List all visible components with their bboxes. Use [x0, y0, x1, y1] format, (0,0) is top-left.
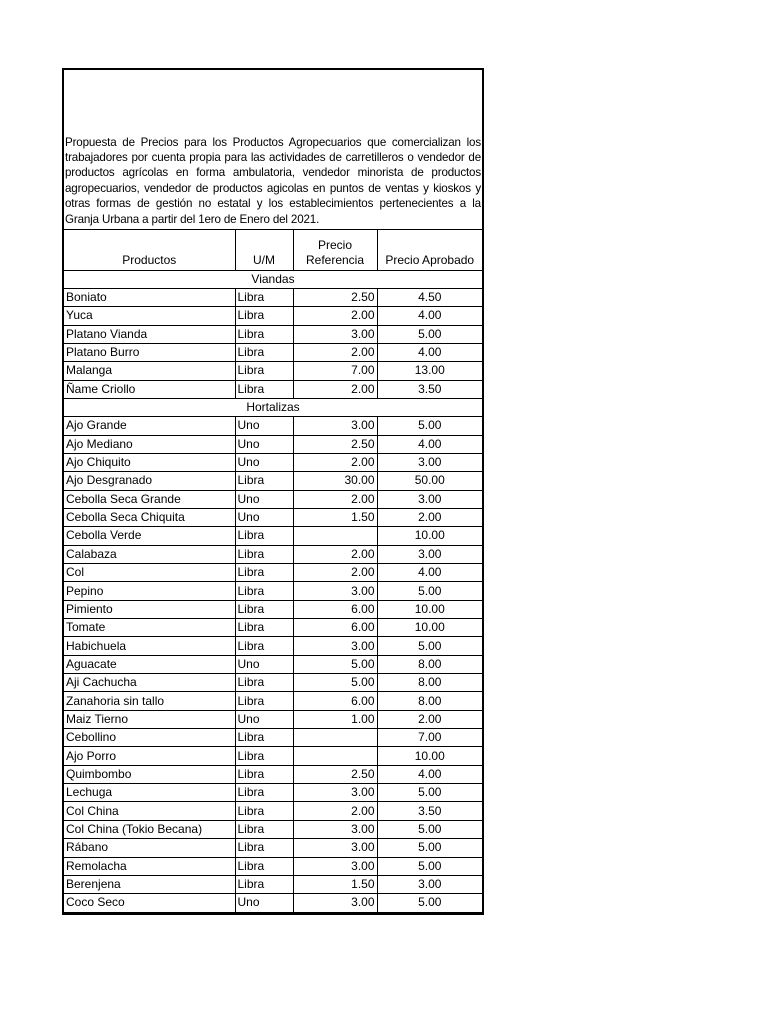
- unit-cell: Libra: [235, 362, 293, 380]
- product-cell: Aji Cachucha: [64, 674, 235, 692]
- table-row: [64, 692, 482, 710]
- product-cell: Maiz Tierno: [64, 710, 235, 728]
- product-cell: Berenjena: [64, 875, 235, 893]
- unit-cell: Libra: [235, 307, 293, 325]
- product-cell: Platano Burro: [64, 343, 235, 361]
- approved-price-cell: 2.00: [377, 710, 482, 728]
- product-cell: Yuca: [64, 307, 235, 325]
- approved-price-cell: 4.00: [377, 435, 482, 453]
- ref-price-cell: 3.00: [293, 820, 377, 838]
- product-cell: Platano Vianda: [64, 325, 235, 343]
- title-cell: [64, 70, 482, 230]
- ref-price-cell: 1.50: [293, 508, 377, 526]
- unit-cell: Libra: [235, 839, 293, 857]
- table-row: [64, 894, 482, 912]
- product-cell: Tomate: [64, 619, 235, 637]
- ref-price-cell: 3.00: [293, 784, 377, 802]
- ref-price-cell: 30.00: [293, 472, 377, 490]
- unit-cell: Libra: [235, 857, 293, 875]
- approved-price-cell: 3.00: [377, 490, 482, 508]
- approved-price-cell: 10.00: [377, 619, 482, 637]
- header-approved-price: Precio Aprobado: [377, 230, 482, 270]
- approved-price-cell: 5.00: [377, 637, 482, 655]
- product-cell: Ajo Chiquito: [64, 453, 235, 471]
- approved-price-cell: 4.00: [377, 307, 482, 325]
- unit-cell: Libra: [235, 582, 293, 600]
- unit-cell: Libra: [235, 343, 293, 361]
- product-cell: Rábano: [64, 839, 235, 857]
- table-row: [64, 839, 482, 857]
- ref-price-cell: 2.50: [293, 765, 377, 783]
- unit-cell: Uno: [235, 894, 293, 912]
- header-ref-price: [293, 230, 377, 270]
- product-cell: Cebollino: [64, 729, 235, 747]
- header-unit: U/M: [235, 230, 293, 270]
- approved-price-cell: 3.00: [377, 875, 482, 893]
- approved-price-cell: 4.00: [377, 343, 482, 361]
- approved-price-cell: 10.00: [377, 747, 482, 765]
- unit-cell: Libra: [235, 674, 293, 692]
- ref-price-cell: 3.00: [293, 417, 377, 435]
- table-row: [64, 472, 482, 490]
- approved-price-cell: 8.00: [377, 655, 482, 673]
- product-cell: Ajo Porro: [64, 747, 235, 765]
- approved-price-cell: 10.00: [377, 600, 482, 618]
- ref-price-cell: [293, 527, 377, 545]
- table-row: [64, 362, 482, 380]
- approved-price-cell: 3.50: [377, 380, 482, 398]
- approved-price-cell: 4.50: [377, 288, 482, 306]
- approved-price-cell: 5.00: [377, 417, 482, 435]
- unit-cell: Libra: [235, 545, 293, 563]
- unit-cell: Uno: [235, 710, 293, 728]
- section-row: [64, 398, 482, 416]
- unit-cell: Uno: [235, 417, 293, 435]
- ref-price-cell: 2.00: [293, 564, 377, 582]
- table-row: [64, 380, 482, 398]
- table-row: [64, 655, 482, 673]
- product-cell: Coco Seco: [64, 894, 235, 912]
- ref-price-cell: 2.00: [293, 453, 377, 471]
- unit-cell: Libra: [235, 325, 293, 343]
- table-row: [64, 288, 482, 306]
- approved-price-cell: 2.00: [377, 508, 482, 526]
- table-row: [64, 765, 482, 783]
- product-cell: Remolacha: [64, 857, 235, 875]
- section-row: [64, 270, 482, 288]
- price-table: [64, 230, 482, 913]
- table-row: [64, 802, 482, 820]
- approved-price-cell: 8.00: [377, 674, 482, 692]
- unit-cell: Libra: [235, 380, 293, 398]
- table-row: [64, 710, 482, 728]
- ref-price-cell: 1.50: [293, 875, 377, 893]
- product-cell: Boniato: [64, 288, 235, 306]
- ref-price-cell: 2.50: [293, 435, 377, 453]
- product-cell: Aguacate: [64, 655, 235, 673]
- approved-price-cell: 5.00: [377, 857, 482, 875]
- ref-price-cell: 5.00: [293, 674, 377, 692]
- unit-cell: Libra: [235, 802, 293, 820]
- ref-price-cell: 7.00: [293, 362, 377, 380]
- table-row: [64, 784, 482, 802]
- product-cell: Zanahoria sin tallo: [64, 692, 235, 710]
- table-row: [64, 545, 482, 563]
- table-row: [64, 435, 482, 453]
- product-cell: Ajo Desgranado: [64, 472, 235, 490]
- approved-price-cell: 13.00: [377, 362, 482, 380]
- product-cell: Cebolla Verde: [64, 527, 235, 545]
- table-row: [64, 820, 482, 838]
- approved-price-cell: 50.00: [377, 472, 482, 490]
- product-cell: Malanga: [64, 362, 235, 380]
- unit-cell: Uno: [235, 508, 293, 526]
- header-product: Productos: [64, 230, 235, 270]
- product-cell: Ajo Mediano: [64, 435, 235, 453]
- approved-price-cell: 4.00: [377, 765, 482, 783]
- table-header: [64, 230, 482, 270]
- unit-cell: Libra: [235, 288, 293, 306]
- section-title: Viandas: [64, 270, 482, 288]
- table-body: [64, 270, 482, 912]
- product-cell: Pepino: [64, 582, 235, 600]
- ref-price-cell: 3.00: [293, 839, 377, 857]
- approved-price-cell: 3.50: [377, 802, 482, 820]
- ref-price-cell: 3.00: [293, 894, 377, 912]
- table-row: [64, 619, 482, 637]
- unit-cell: Libra: [235, 637, 293, 655]
- unit-cell: Libra: [235, 692, 293, 710]
- document-title: Propuesta de Precios para los Productos Agropecuarios que comercializan los trabajadores por cuenta propia para las actividades de carretilleros o vendedor de productos agrícolas en forma ambulatoria, vendedor minorista de productos agropecuarios, vendedor de productos agicolas en puntos de ventas y kioskos y otras formas de gestión no estatal y los establecimientos pertenecientes a la Granja Urbana a partir del 1ero de Enero del 2021.: [65, 135, 481, 226]
- table-row: [64, 582, 482, 600]
- unit-cell: Libra: [235, 820, 293, 838]
- table-row: [64, 527, 482, 545]
- unit-cell: Libra: [235, 747, 293, 765]
- approved-price-cell: 5.00: [377, 820, 482, 838]
- table-row: [64, 637, 482, 655]
- approved-price-cell: 7.00: [377, 729, 482, 747]
- unit-cell: Libra: [235, 729, 293, 747]
- table-row: [64, 343, 482, 361]
- product-cell: Cebolla Seca Chiquita: [64, 508, 235, 526]
- ref-price-cell: 5.00: [293, 655, 377, 673]
- product-cell: Pimiento: [64, 600, 235, 618]
- table-row: [64, 674, 482, 692]
- unit-cell: Libra: [235, 527, 293, 545]
- unit-cell: Uno: [235, 435, 293, 453]
- unit-cell: Uno: [235, 453, 293, 471]
- ref-price-cell: 2.00: [293, 545, 377, 563]
- header-ref-price-label: Precio Referencia: [305, 237, 365, 267]
- approved-price-cell: 8.00: [377, 692, 482, 710]
- ref-price-cell: [293, 747, 377, 765]
- approved-price-cell: 10.00: [377, 527, 482, 545]
- ref-price-cell: 3.00: [293, 637, 377, 655]
- ref-price-cell: 6.00: [293, 619, 377, 637]
- ref-price-cell: 1.00: [293, 710, 377, 728]
- table-row: [64, 600, 482, 618]
- ref-price-cell: 2.00: [293, 343, 377, 361]
- ref-price-cell: 3.00: [293, 325, 377, 343]
- approved-price-cell: 5.00: [377, 325, 482, 343]
- table-row: [64, 490, 482, 508]
- product-cell: Habichuela: [64, 637, 235, 655]
- section-title: Hortalizas: [64, 398, 482, 416]
- approved-price-cell: 5.00: [377, 784, 482, 802]
- product-cell: Lechuga: [64, 784, 235, 802]
- table-row: [64, 417, 482, 435]
- product-cell: Col China: [64, 802, 235, 820]
- ref-price-cell: 2.00: [293, 380, 377, 398]
- product-cell: Ajo Grande: [64, 417, 235, 435]
- unit-cell: Libra: [235, 600, 293, 618]
- price-sheet: [62, 68, 484, 915]
- unit-cell: Uno: [235, 490, 293, 508]
- approved-price-cell: 3.00: [377, 453, 482, 471]
- approved-price-cell: 5.00: [377, 839, 482, 857]
- unit-cell: Libra: [235, 875, 293, 893]
- ref-price-cell: 2.00: [293, 490, 377, 508]
- table-row: [64, 307, 482, 325]
- unit-cell: Libra: [235, 784, 293, 802]
- product-cell: Col China (Tokio Becana): [64, 820, 235, 838]
- ref-price-cell: 2.00: [293, 307, 377, 325]
- unit-cell: Libra: [235, 564, 293, 582]
- approved-price-cell: 3.00: [377, 545, 482, 563]
- table-row: [64, 875, 482, 893]
- approved-price-cell: 4.00: [377, 564, 482, 582]
- ref-price-cell: 2.50: [293, 288, 377, 306]
- table-row: [64, 508, 482, 526]
- ref-price-cell: 2.00: [293, 802, 377, 820]
- table-row: [64, 747, 482, 765]
- ref-price-cell: [293, 729, 377, 747]
- unit-cell: Uno: [235, 655, 293, 673]
- ref-price-cell: 3.00: [293, 582, 377, 600]
- table-row: [64, 453, 482, 471]
- unit-cell: Libra: [235, 765, 293, 783]
- approved-price-cell: 5.00: [377, 894, 482, 912]
- table-row: [64, 857, 482, 875]
- table-row: [64, 564, 482, 582]
- product-cell: Ñame Criollo: [64, 380, 235, 398]
- product-cell: Calabaza: [64, 545, 235, 563]
- approved-price-cell: 5.00: [377, 582, 482, 600]
- unit-cell: Libra: [235, 472, 293, 490]
- ref-price-cell: 6.00: [293, 600, 377, 618]
- table-row: [64, 729, 482, 747]
- ref-price-cell: 6.00: [293, 692, 377, 710]
- product-cell: Cebolla Seca Grande: [64, 490, 235, 508]
- table-row: [64, 325, 482, 343]
- product-cell: Quimbombo: [64, 765, 235, 783]
- ref-price-cell: 3.00: [293, 857, 377, 875]
- product-cell: Col: [64, 564, 235, 582]
- unit-cell: Libra: [235, 619, 293, 637]
